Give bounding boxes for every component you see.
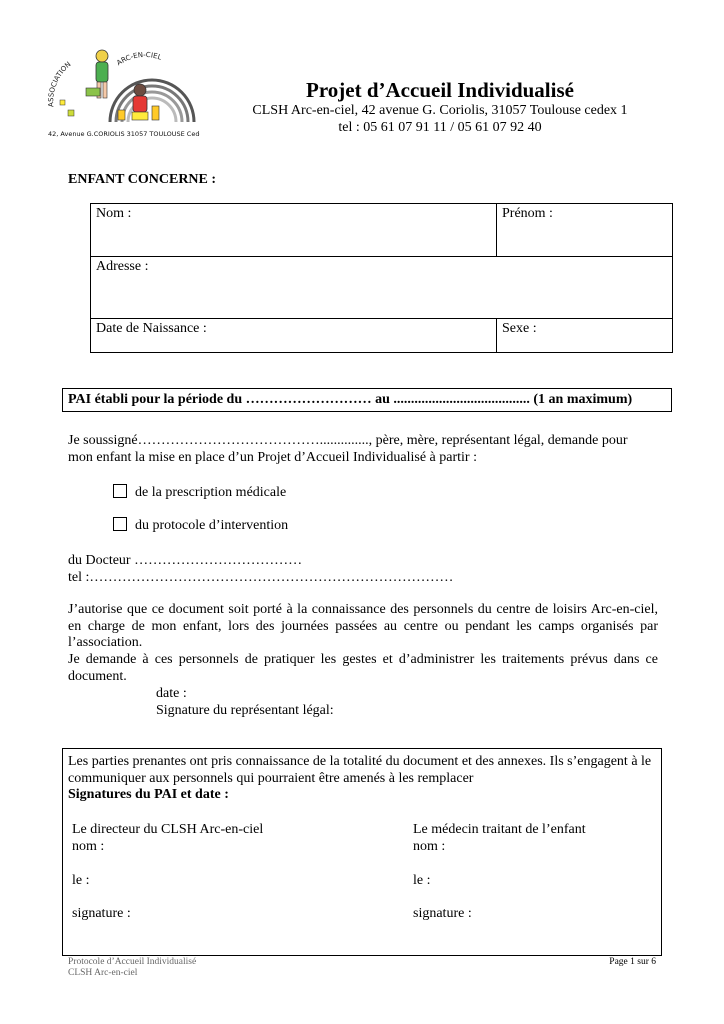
signature-director-block: [72, 821, 263, 855]
signatures-intro: [68, 754, 658, 804]
child-section-heading: ENFANT CONCERNE :: [68, 172, 217, 187]
checkbox-protocole[interactable]: [113, 517, 127, 531]
footer-line-2: CLSH Arc-en-ciel: [68, 968, 138, 978]
pai-period-box: PAI établi pour la période du ……………………… au ....................................... (1 an maximum): [62, 388, 672, 412]
header-phone: tel : 05 61 07 91 11 / 05 61 07 92 40: [338, 120, 542, 135]
footer-line-1: Protocole d’Accueil Individualisé: [68, 957, 197, 967]
request-paragraph: Je demande à ces personnels de pratiquer les gestes et d’administrer les traitements prévus dans ce document.: [68, 652, 658, 684]
nom-label: Nom :: [96, 206, 132, 221]
option-protocole-label: du protocole d’intervention: [135, 518, 289, 533]
page-number: Page 1 sur 6: [609, 957, 656, 967]
doctor-title: Le médecin traitant de l’enfant: [413, 822, 586, 837]
association-logo: [40, 40, 200, 140]
doctor-signature[interactable]: signature :: [413, 906, 472, 921]
option-prescription-label: de la prescription médicale: [135, 485, 287, 500]
doctor-date[interactable]: le :: [413, 873, 431, 888]
sexe-label: Sexe :: [502, 321, 537, 336]
svg-text:ASSOCIATION: ASSOCIATION: [47, 60, 73, 108]
sexe-field[interactable]: [497, 319, 673, 353]
header-address-block: [230, 102, 650, 136]
doctor-nom[interactable]: nom :: [413, 839, 446, 854]
tel-line: tel :……………………………………………………………………: [68, 570, 454, 585]
adresse-field[interactable]: [91, 257, 673, 319]
director-signature[interactable]: signature :: [72, 906, 131, 921]
request-line-2: mon enfant la mise en place d’un Projet d’Accueil Individualisé à partir :: [68, 450, 477, 465]
date-label: date :: [156, 686, 187, 701]
authorization-paragraph: J’autorise que ce document soit porté à la connaissance des personnels du centre de loisirs Arc-en-ciel, en charge de mon enfant, lors des journées passées au centre ou pendant les camps organisés par l’association.: [68, 602, 658, 650]
director-nom[interactable]: nom :: [72, 839, 105, 854]
option-prescription[interactable]: [113, 484, 286, 501]
nom-field[interactable]: [91, 204, 497, 257]
svg-text:42, Avenue G.CORIOLIS 31057: 42, Avenue G.CORIOLIS 31057 TOULOUSE Cedex: [48, 130, 200, 138]
footer-text: [68, 957, 196, 979]
signature-doctor-block: [413, 821, 586, 855]
header-address: CLSH Arc-en-ciel, 42 avenue G. Coriolis, 31057 Toulouse cedex 1: [252, 103, 628, 118]
naissance-label: Date de Naissance :: [96, 321, 207, 336]
doctor-line: du Docteur ………………………………: [68, 553, 303, 568]
request-line-1: Je soussigné………………………………….............., père, mère, représentant légal, demande pour: [68, 433, 628, 448]
signatures-heading: Signatures du PAI et date :: [68, 787, 229, 802]
svg-text:ARC-EN-CIEL: ARC-EN-CIEL: [115, 50, 163, 68]
rainbow-logo-icon: [40, 40, 200, 140]
legal-signature-label: Signature du représentant légal:: [156, 703, 334, 718]
prenom-label: Prénom :: [502, 206, 553, 221]
page-title: Projet d’Accueil Individualisé: [306, 78, 574, 102]
signatures-intro-text: Les parties prenantes ont pris connaissance de la totalité du document et des annexes. Ils s’engagent à le communiquer aux personnels qui pourraient être amenés à les remplacer: [68, 754, 652, 786]
director-date[interactable]: le :: [72, 873, 90, 888]
child-info-table: [90, 203, 673, 353]
option-protocole[interactable]: [113, 517, 288, 534]
director-title: Le directeur du CLSH Arc-en-ciel: [72, 822, 264, 837]
adresse-label: Adresse :: [96, 259, 149, 274]
checkbox-prescription[interactable]: [113, 484, 127, 498]
prenom-field[interactable]: [497, 204, 673, 257]
naissance-field[interactable]: [91, 319, 497, 353]
